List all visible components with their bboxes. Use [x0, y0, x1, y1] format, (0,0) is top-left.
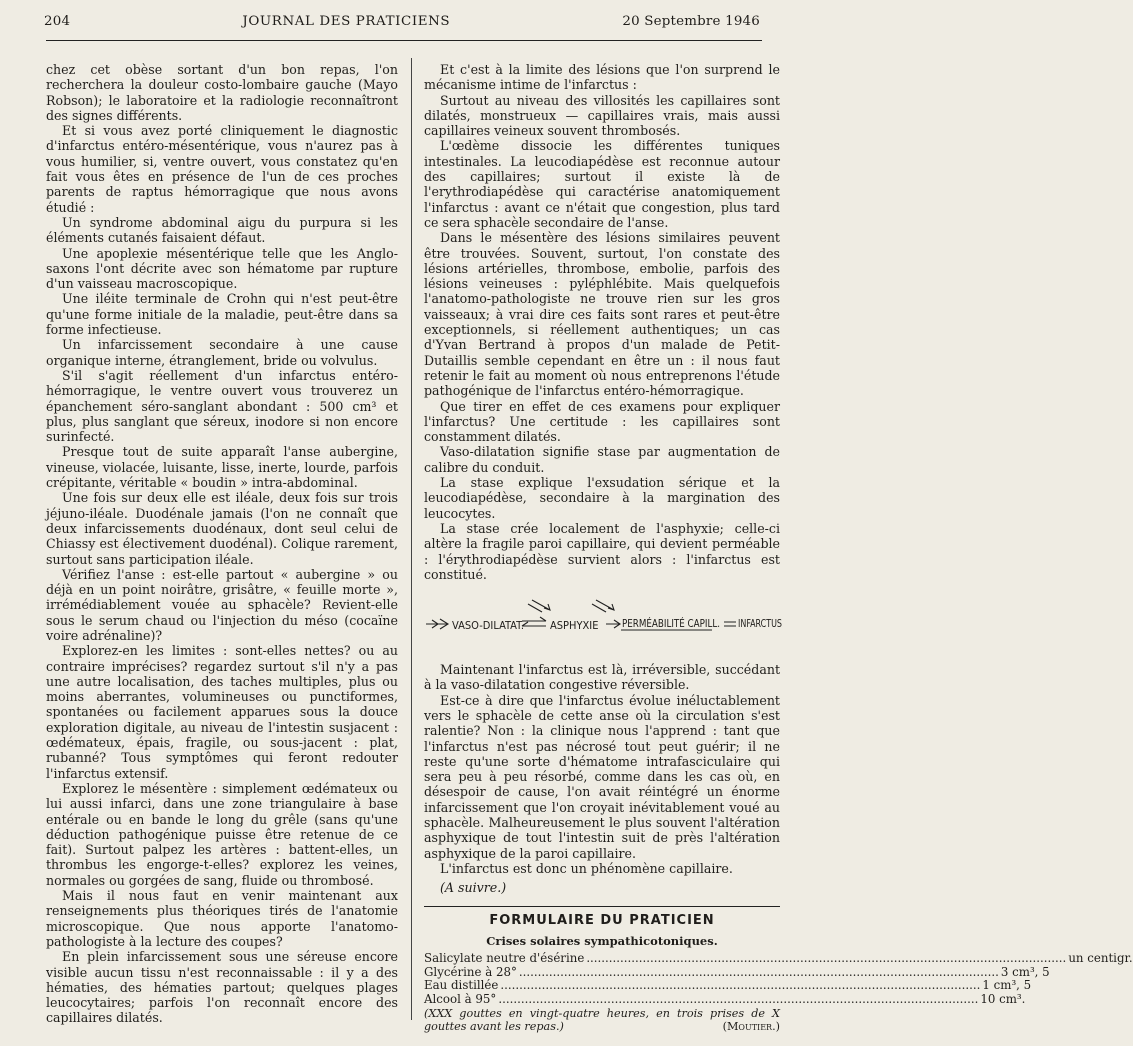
- forward-arrow-icon: [522, 617, 546, 621]
- paragraph: Vaso-dilatation signifie stase par augmentation de calibre du conduit.: [424, 444, 780, 475]
- page-header: [44, 14, 760, 29]
- diagram-label-permeabilite: PERMÉABILITÉ CAPILL.: [622, 619, 725, 631]
- paragraph: Une apoplexie mésentérique telle que les Anglo-saxons l'ont décrite avec son hématome par rupture d'un vaisseau macroscopique.: [46, 245, 398, 292]
- paragraph: Et c'est à la limite des lésions que l'on surprend le mécanisme intime de l'infarctus :: [424, 62, 780, 93]
- paragraph: Maintenant l'infarctus est là, irréversible, succédant à la vaso-dilatation congestive réversible.: [424, 662, 780, 693]
- prescription-item: Alcool à 95° ..... 10 cm³.: [424, 993, 780, 1007]
- paragraph: Presque tout de suite apparaît l'anse aubergine, vineuse, violacée, luisante, lisse, inerte, lourde, parfois crépitante, véritable « boudin » intra-abdominal.: [46, 444, 398, 491]
- left-column: [46, 62, 398, 1026]
- paragraph: Une fois sur deux elle est iléale, deux fois sur trois jéjuno-iléale. Duodénale jamais (l'on ne connaît que deux infarcissements duodénaux, dont seul celui de Chiassy est électivement duodénal). Colique rarement, surtout sans participation iléale.: [46, 490, 398, 567]
- paragraph: Un syndrome abdominal aigu du purpura si les éléments cutanés faisaient défaut.: [46, 214, 398, 246]
- column-divider: [411, 58, 412, 1020]
- paragraph: Est-ce à dire que l'infarctus évolue inéluctablement vers le sphacèle de cette anse où la circulation s'est ralentie? Non : la clinique nous l'apprend : tant que l'infarctus n'est pas nécrosé tout peut guérir; il ne reste qu'une sorte d'hématome intrafasciculaire qui sera peu à peu résorbé, comme dans les cas où, en désespoir de cause, l'on avait réintégré un énorme infarcissement que l'on croyait inévitablement voué au sphacèle. Malheureusement le plus souvent l'altération asphyxique de tout l'intestin suit de près l'altération asphyxique de la paroi capillaire.: [424, 692, 780, 861]
- down-arrow-icon: [532, 600, 550, 610]
- journal-title: JOURNAL DES PRATICIENS: [242, 14, 451, 29]
- paragraph: Une iléite terminale de Crohn qui n'est peut-être qu'une forme initiale de la maladie, peut-être dans sa forme infectieuse.: [46, 291, 398, 338]
- page-number: 204: [44, 14, 71, 29]
- backward-arrow-icon: [522, 622, 546, 626]
- prescription: [424, 951, 1133, 1033]
- formulaire-title: FORMULAIRE DU PRATICIEN: [489, 912, 715, 928]
- paragraph: Mais il nous faut en venir maintenant aux renseignements plus théoriques tirés de l'anatomie microscopique. Que nous apporte l'anatomo-pathologiste à la lecture des coupes?: [46, 888, 398, 949]
- pathogenesis-diagram: [424, 592, 783, 636]
- paragraph: La stase explique l'exsudation sérique et la leucodiapédèse, secondaire à la margination des leucocytes.: [424, 475, 780, 521]
- paragraph: Que tirer en effet de ces examens pour expliquer l'infarctus? Une certitude : les capillaires sont constamment dilatés.: [424, 398, 780, 445]
- paragraph: Et si vous avez porté cliniquement le diagnostic d'infarctus entéro-mésentérique, vous n'aurez pas à vous humilier, si, ventre ouvert, vous constatez qu'en fait vous êtes en présence de l'un de ces proches parents de raptus hémorragique que nous avons étudié :: [46, 123, 398, 215]
- right-column: [424, 62, 1133, 1033]
- prescription-author: (Moutier.): [722, 1019, 780, 1033]
- arrow-icon: [606, 620, 620, 628]
- paragraph: Explorez le mésentère : simplement œdémateux ou lui aussi infarci, dans une zone triangulaire à base entérale ou en bande le long du grêle (sans qu'une déduction pathogénique puisse être retenue de ce fait). Surtout palpez les artères : battent-elles, un thrombus les engorge-t-elles? explorez les veines, normales ou gorgées de sang, fluide ou thrombosé.: [46, 780, 398, 888]
- paragraph: S'il s'agit réellement d'un infarctus entéro-hémorragique, le ventre ouvert vous trouverez un épanchement séro-sanglant abondant : 500 cm³ et plus, plus sanglant que séreux, inodore si non encore surinfecté.: [46, 367, 398, 445]
- paragraph: Explorez-en les limites : sont-elles nettes? ou au contraire imprécises? regardez surtout s'il n'y a pas une autre localisation, des taches multiples, plus ou moins aberrantes, volumineuses ou punctiformes, spontanées ou facilement apparues sous la douce exploration digitale, au niveau de l'intestin susjacent : œdémateux, épais, fragile, ou sous-jacent : plat, rubanné? Tous symptômes qui feront redouter l'infarctus extensif.: [46, 643, 398, 781]
- paragraph: L'œdème dissocie les différentes tuniques intestinales. La leucodiapédèse est reconnue autour des capillaires; surtout il existe là de l'erythrodiapédèse qui caractérise anatomiquement l'infarctus : avant ce n'était que congestion, plus tard ce sera sphacèle secondaire de l'anse.: [424, 138, 780, 230]
- to-be-continued: (A suivre.): [440, 880, 507, 896]
- issue-date: 20 Septembre 1946: [622, 14, 760, 29]
- paragraph: Un infarcissement secondaire à une cause organique interne, étranglement, bride ou volvulus.: [46, 337, 398, 368]
- formulaire-rule: [424, 906, 780, 907]
- paragraph: chez cet obèse sortant d'un bon repas, l'on recherchera la douleur costo-lombaire gauche (Mayo Robson); le laboratoire et la radiologie reconnaîtront des signes différents.: [46, 62, 398, 123]
- down-arrow-icon: [596, 600, 614, 610]
- paragraph: Surtout au niveau des villosités les capillaires sont dilatés, monstrueux — capillaires vrais, mais aussi capillaires veineux souvent thrombosés.: [424, 92, 780, 139]
- diagram-label-asphyxie: ASPHYXIE: [550, 619, 599, 633]
- prescription-note: (XXX gouttes en vingt-quatre heures, en trois prises de X gouttes avant les repas.) (Moutier.): [424, 1006, 780, 1033]
- formulaire-subtitle: Crises solaires sympathicotoniques.: [486, 933, 718, 948]
- prescription-item: Eau distillée ..... 1 cm³, 5: [424, 979, 780, 993]
- prescription-item: Salicylate neutre d'ésérine ..... un centigr.: [424, 952, 780, 966]
- header-rule: [46, 40, 762, 41]
- prescription-item: Glycérine à 28° ..... 3 cm³, 5: [424, 966, 780, 980]
- paragraph: Dans le mésentère des lésions similaires peuvent être trouvées. Souvent, surtout, l'on constate des lésions artérielles, thrombose, embolie, parfois des lésions veineuses : pyléphlébite. Mais quelquefois l'anatomo-pathologiste ne trouve rien sur les gros vaisseaux; à vrai dire ces faits sont rares et peut-être exceptionnels, si réellement authentiques; un cas d'Yvan Bertrand à propos d'un malade de Petit-Dutaillis semble cependant en être un : il nous faut retenir le fait au moment où nous entreprenons l'étude pathogénique de l'infarctus entéro-hémorragique.: [424, 230, 780, 399]
- paragraph: L'infarctus est donc un phénomène capillaire.: [440, 860, 733, 876]
- diagram-label-vaso: VASO-DILATAT.: [452, 619, 524, 633]
- paragraph: La stase crée localement de l'asphyxie; celle-ci altère la fragile paroi capillaire, qui devient perméable : l'érythrodiapédèse survient alors : l'infarctus est constitué.: [424, 520, 780, 582]
- paragraph: En plein infarcissement sous une séreuse encore visible aucun tissu n'est reconnaissable : il y a des hématies, des hématies partout; quelques plages leucocytaires; parfois l'on reconnaît encore des capillaires dilatés.: [46, 949, 398, 1026]
- paragraph: Vérifiez l'anse : est-elle partout « aubergine » ou déjà en un point noirâtre, grisâtre, « feuille morte », irrémédiablement vouée au sphacèle? Revient-elle sous le serum chaud ou l'injection du méso (cocaïne voire adrénaline)?: [46, 566, 398, 643]
- diagram-label-infarctus: INFARCTUS: [738, 619, 783, 631]
